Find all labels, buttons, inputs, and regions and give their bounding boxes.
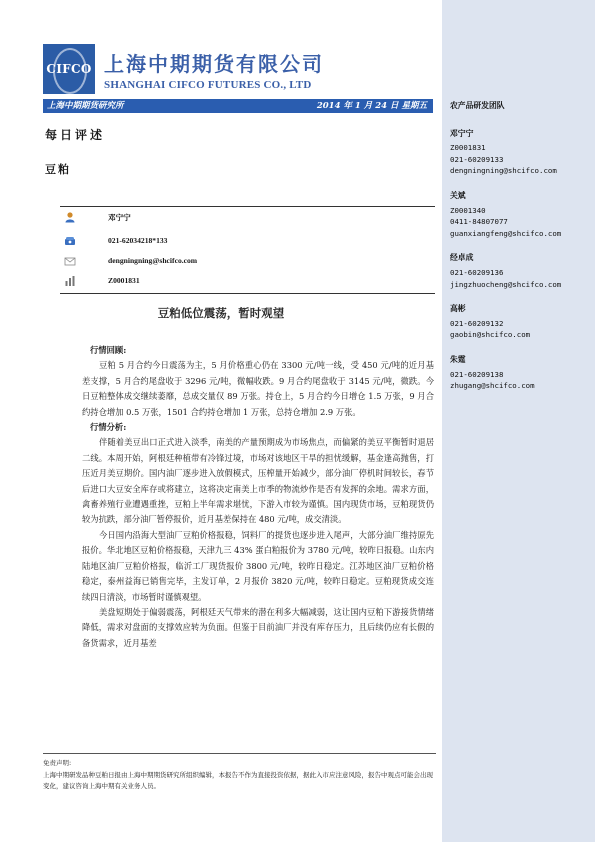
contact-phone: 021-62034218*133 xyxy=(108,236,168,245)
id-card-icon xyxy=(64,275,76,287)
contact-id: Z0001831 xyxy=(108,276,140,285)
analyst-name: 朱霆 xyxy=(450,354,466,364)
analyst-card xyxy=(450,128,590,177)
analyst-phone: 021-60209136 xyxy=(450,267,504,277)
team-title: 农产品研发团队 xyxy=(450,101,505,110)
logo-text: CIFCO xyxy=(46,62,92,76)
contact-id-row xyxy=(64,275,364,289)
analyst-phone: 021-60209138 xyxy=(450,369,504,379)
analyst-name: 关斌 xyxy=(450,190,466,200)
contact-top-rule xyxy=(60,206,435,207)
analyst-email[interactable]: guanxiangfeng@shcifco.com xyxy=(450,228,562,238)
analyst-card xyxy=(450,354,590,392)
contact-phone-row xyxy=(64,235,364,249)
report-headline: 豆粕低位震荡，暂时观望 xyxy=(157,306,285,320)
analysis-heading: 行情分析: xyxy=(90,422,127,433)
person-icon xyxy=(64,211,76,223)
analysis-paragraph-1: 伴随着美豆出口正式进入淡季，南美的产量预期成为市场焦点，而偏紧的美豆平衡暂时退居二线。本周开始，阿根廷种植带有冷锋过境，市场对该地区干旱的担忧缓解，基金逢高抛售，打压近月美豆期价。国内油厂逐步进入放假模式，压榨量开始减少，部分油厂停机时间较长，春节后进口大豆安全库存或将建立，这将决定南美上市季的物流炒作是否有发挥的余地。需求方面，禽畜养殖行业遭遇重挫，豆粕上半年需求堪忧，下游入市较为谨慎。国内现货市场，豆粕现货仍较为抗跌，部分油厂暂停报价，近月基差保持在 480 元/吨，成交清淡。 xyxy=(82,437,434,525)
phone-icon xyxy=(64,235,76,247)
sidebar xyxy=(442,0,595,842)
mail-icon xyxy=(64,255,76,267)
analysis-paragraph-2: 今日国内沿海大型油厂豆粕价格报稳，饲料厂的提货也逐步进入尾声，大部分油厂维持原先报价。华北地区豆粕价格报稳，天津九三 43% 蛋白粕报价为 3780 元/吨，较昨日报稳。山东内陆地区油厂豆粕价格报，临沂工厂现货报价 3800 元/吨，较昨日稳定。江苏地区油厂豆粕价格稳定，泰州益海已销售完毕，主发订单，2 月报价 3820 元/吨，较昨日稳定。豆粕现货成交连续四日清淡，市场暂时谨慎观望。 xyxy=(82,529,434,602)
product-name: 豆粕 xyxy=(45,163,71,176)
analyst-email[interactable]: zhugang@shcifco.com xyxy=(450,381,535,391)
disclaimer-title: 免责声明: xyxy=(43,759,72,767)
analyst-name: 高彬 xyxy=(450,304,466,314)
section-title: 每日评述 xyxy=(45,128,106,142)
company-logo xyxy=(43,44,95,94)
disclaimer-text: 上海中期研发品种豆粕日报由上海中期期货研究所组织编辑，本报告不作为直接投资依据，据此入市应注意风险，报告中观点可能会出现变化，建议咨询上海中期有关业务人员。 xyxy=(43,771,433,790)
analysis-paragraph-3: 美盘短期处于偏弱震荡，阿根廷天气带来的潜在利多大幅减弱，这让国内豆粕下游接货情绪降低，需求对盘面的支撑效应转为负面。但鉴于目前油厂并没有库存压力，且后续仍应有长假的备货需求，近月基差 xyxy=(82,606,434,648)
analyst-email[interactable]: dengningning@shcifco.com xyxy=(450,166,557,176)
analyst-phone: 021-60209133 xyxy=(450,154,504,164)
disclaimer-rule xyxy=(43,753,436,754)
contact-email[interactable]: dengningning@shcifco.com xyxy=(108,256,198,265)
report-body xyxy=(82,343,434,651)
report-date: 2014 年 1 月 24 日 星期五 xyxy=(316,101,427,111)
analyst-card xyxy=(450,190,590,239)
analyst-card xyxy=(450,303,590,341)
analyst-phone: 0411-84807077 xyxy=(450,217,508,227)
company-name-cn: 上海中期期货有限公司 xyxy=(104,52,324,76)
analyst-name: 经卓成 xyxy=(450,253,474,263)
analyst-id: Z0001340 xyxy=(450,205,486,215)
contact-name-row xyxy=(64,211,364,225)
company-name-en: SHANGHAI CIFCO FUTURES CO., LTD xyxy=(104,79,312,91)
research-team xyxy=(450,100,590,405)
institute-name: 上海中期期货研究所 xyxy=(47,101,124,111)
analyst-card xyxy=(450,252,590,290)
review-heading: 行情回顾: xyxy=(90,345,127,355)
contact-bottom-rule xyxy=(60,293,435,294)
analyst-phone: 021-60209132 xyxy=(450,318,504,328)
contact-email-row xyxy=(64,255,364,269)
review-paragraph: 豆粕 5 月合约今日震荡为主，5 月价格重心仍在 3300 元/吨一线，受 450 元/吨的近月基差支撑，5 月合约尾盘收于 3296 元/吨，微幅收跌。9 月合约尾盘收于 3145 元/吨，微跌。今日豆粕整体成交继续萎靡，总成交量仅 89 万张。持仓上，5 月合约今日增仓 1.5 万张，9 月合约持仓增加 0.5 万张，1501 合约持仓增加 1 万张，总持仓增加 2.9 万张。 xyxy=(82,360,434,417)
analyst-id: Z0001831 xyxy=(450,143,486,153)
contact-name: 邓宁宁 xyxy=(108,213,131,222)
analyst-email[interactable]: gaobin@shcifco.com xyxy=(450,330,531,340)
header-bar xyxy=(43,99,433,113)
analyst-name: 邓宁宁 xyxy=(450,128,474,138)
analyst-email[interactable]: jingzhuocheng@shcifco.com xyxy=(450,279,562,289)
